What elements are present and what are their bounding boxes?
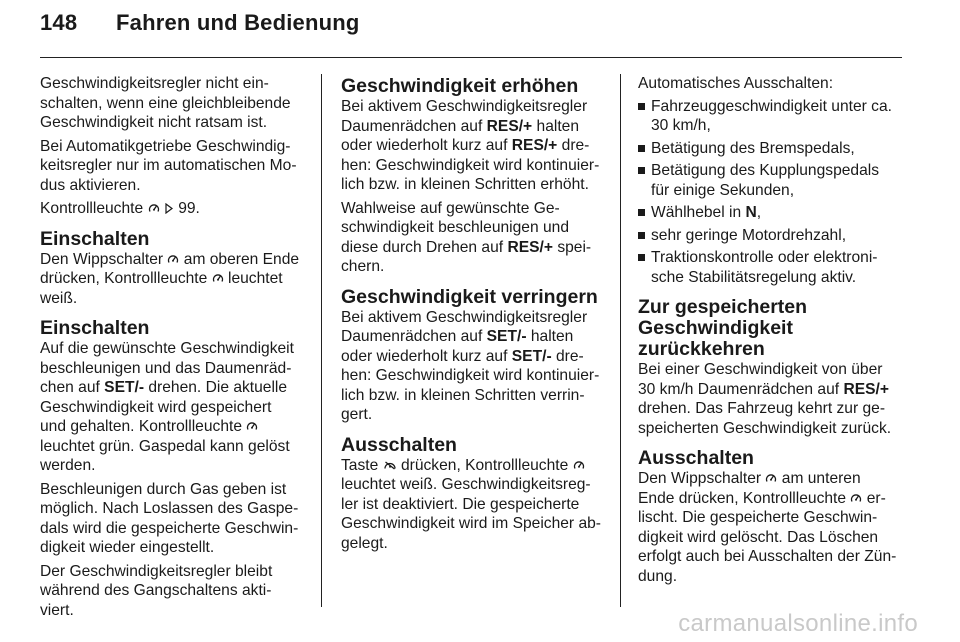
text: Taste <box>341 456 379 474</box>
page-reference: 99. <box>178 200 200 217</box>
text: am oberen Ende drücken, Kontrollleuchte <box>40 250 300 287</box>
text: Bei aktivem Geschwindigkeitsregler Daumenrädchen auf <box>341 98 588 135</box>
cruise-control-icon <box>167 254 179 265</box>
paragraph <box>341 308 609 425</box>
section-heading: Geschwindigkeit erhöhen <box>341 75 579 97</box>
text: am unteren Ende drücken, Kontrollleuchte <box>638 470 861 507</box>
text: er- lischt. Die gespeicherte Geschwin- digkeit wird gelöscht. Das Löschen erfolgt auch bei Ausschalten der Zün- dung. <box>638 489 897 585</box>
list-item: Fahrzeuggeschwindigkeit unter ca. 30 km/h, <box>638 97 904 136</box>
text: leuchtet grün. Gaspedal kann gelöst werden. <box>40 437 290 474</box>
page-title: Fahren und Bedienung <box>116 10 360 35</box>
section-heading: Zur gespeicherten Geschwindigkeit zurückkehren <box>638 296 808 360</box>
cruise-cancel-icon <box>383 460 397 471</box>
cruise-control-icon <box>212 273 224 284</box>
paragraph: Automatisches Ausschalten: <box>638 75 834 92</box>
text: dre- hen: Geschwindigkeit wird kontinuier- lich bzw. in kleinen Schritten erhöht. <box>341 137 600 193</box>
column-divider <box>620 74 621 607</box>
page-reference-icon <box>164 203 174 214</box>
key-label: RES/+ <box>486 117 533 135</box>
text: Den Wippschalter <box>638 470 762 487</box>
key-label: RES/+ <box>511 137 558 154</box>
text: halten oder wiederholt kurz auf <box>341 328 574 365</box>
text: drücken, Kontrollleuchte <box>400 456 569 474</box>
key-label: SET/- <box>486 328 527 345</box>
text: Den Wippschalter <box>40 250 164 268</box>
key-label: RES/+ <box>507 238 553 256</box>
paragraph <box>638 360 904 438</box>
text: Bei aktivem Geschwindigkeitsregler Daumenrädchen auf <box>341 308 588 345</box>
paragraph: Der Geschwindigkeitsregler bleibt während des Gangschaltens akti- viert. <box>40 562 273 619</box>
paragraph <box>40 339 312 476</box>
page-number: 148 <box>40 10 78 35</box>
paragraph: Beschleunigen durch Gas geben ist möglich. Nach Loslassen des Gaspe- dals wird die gespeicherte Geschwin- digkeit wieder eingestellt. <box>40 480 299 556</box>
text: drehen. Die aktuelle Geschwindigkeit wird gespeichert und gehalten. Kontrollleuchte <box>40 379 288 435</box>
text: dre- hen: Geschwindigkeit wird kontinuier- lich bzw. in kleinen Schritten verrin- gert. <box>341 347 600 423</box>
paragraph: Bei Automatikgetriebe Geschwindig- keitsregler nur im automatischen Mo- dus aktivieren. <box>40 137 297 194</box>
column-divider <box>321 74 322 607</box>
section-heading: Geschwindigkeit verringern <box>341 285 598 308</box>
page-header <box>40 10 360 36</box>
key-label: RES/+ <box>843 380 889 398</box>
key-label: SET/- <box>104 379 145 396</box>
column-2 <box>341 74 609 557</box>
paragraph <box>638 469 904 586</box>
text: drehen. Das Fahrzeug kehrt zur ge- speicherten Geschwindigkeit zurück. <box>638 400 892 437</box>
list-item: Betätigung des Bremspedals, <box>638 139 904 159</box>
text: Auf die gewünschte Geschwindigkeit beschleunigen und das Daumenräd- chen auf <box>40 340 294 396</box>
paragraph <box>341 199 609 277</box>
paragraph: Geschwindigkeitsregler nicht ein- schalten, wenn eine gleichbleibende Geschwindigkeit nicht ratsam ist. <box>40 75 291 131</box>
text: Wahlweise auf gewünschte Ge- schwindigkeit beschleunigen und diese durch Drehen auf <box>341 199 569 256</box>
paragraph <box>341 97 609 195</box>
watermark: carmanualsonline.info <box>678 610 918 637</box>
text: spei- chern. <box>341 238 592 275</box>
text: Bei einer Geschwindigkeit von über 30 km/h Daumenrädchen auf <box>638 361 883 398</box>
header-rule <box>40 57 902 58</box>
list-item: Betätigung des Kupplungspedals für einige Sekunden, <box>638 161 904 200</box>
column-1 <box>40 74 312 624</box>
cruise-control-icon <box>573 460 585 471</box>
paragraph <box>40 250 312 309</box>
text: leuchtet weiß. Geschwindigkeitsreg- ler ist deaktiviert. Die gespeicherte Geschwindigkeit wird im Speicher ab- gelegt. <box>341 476 601 552</box>
list-item: Traktionskontrolle oder elektroni- sche Stabilitätsregelung aktiv. <box>638 248 904 287</box>
text: Kontrollleuchte <box>40 200 144 217</box>
section-heading: Einschalten <box>40 227 150 250</box>
list-item: sehr geringe Motordrehzahl, <box>638 226 904 246</box>
cruise-control-icon <box>850 493 862 504</box>
section-heading: Ausschalten <box>341 433 457 456</box>
paragraph <box>40 199 312 219</box>
paragraph <box>341 456 609 554</box>
key-label: SET/- <box>511 347 552 365</box>
column-3 <box>638 74 904 590</box>
section-heading: Ausschalten <box>638 447 754 469</box>
section-heading: Einschalten <box>40 317 150 339</box>
text: leuchtet weiß. <box>40 270 283 307</box>
cruise-control-icon <box>765 473 777 484</box>
list-item: Wählhebel in N, <box>638 203 904 223</box>
cruise-control-icon <box>246 421 258 432</box>
text: halten oder wiederholt kurz auf <box>341 117 580 154</box>
bullet-list <box>638 97 904 288</box>
cruise-control-icon <box>148 203 160 214</box>
